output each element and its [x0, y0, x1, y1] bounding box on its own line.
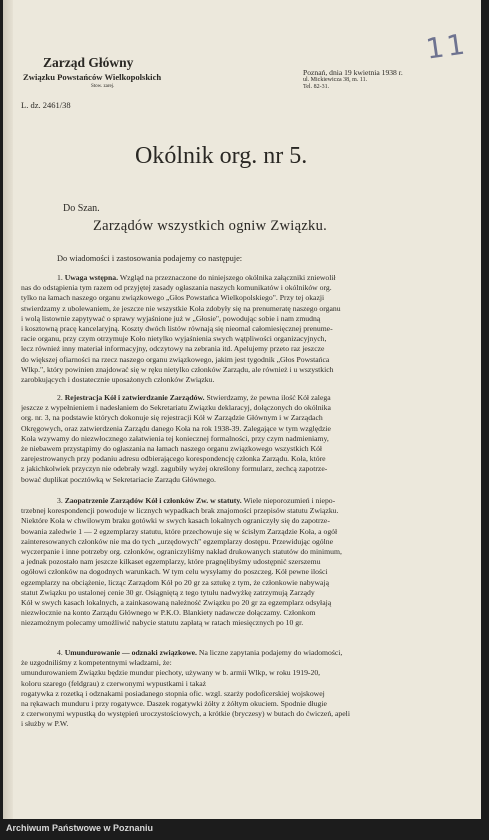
paragraph-line	[21, 424, 451, 434]
line-text: niezwłocznie na konto Zarządu Głównego w P.K.O. Blankiety nadawcze dołączamy. Członkom	[21, 608, 316, 618]
line-text: niezamożnym polecamy umożliwić nabycie statutu zapłatą w ratach miesięcznych po 10 gr.	[21, 618, 304, 628]
line-text: bowania zaledwie 1 — 2 egzemplarzy statutu, które przechowuje się w ścisłym Zarządzie Koła, a ogół	[21, 526, 338, 536]
line-text: Wzgląd na przeznaczone do niniejszego okólnika załączniki zniewolił	[118, 273, 336, 282]
archive-credit: Archiwum Państwowe w Poznaniu	[6, 823, 154, 833]
line-text: że niebawem przystąpimy do ogłaszania na łamach naszego organu związkowego wszystkich Kół	[21, 444, 323, 454]
recipient-line-1: Do Szan.	[63, 203, 100, 214]
section-2	[21, 393, 451, 485]
line-text: bować duplikat pocztówką w Sekretariacie Zarządu Głównego.	[21, 474, 216, 484]
paragraph-line	[21, 283, 451, 293]
section-number: 3.	[57, 496, 65, 505]
paragraph-line	[21, 293, 451, 303]
paragraph-line	[21, 403, 451, 413]
line-text: i wolą listownie zapytywać o sprawy wyjaśnione już w „Głosie", powodując sobie i nam zmudną	[21, 313, 321, 323]
organization-registration: Stow. zarej.	[91, 84, 115, 89]
line-text: nas do odstąpienia tym razem od przyjętej zasady ogłaszania naszych komunikatów i okólników org.	[21, 283, 332, 293]
paragraph-line	[21, 506, 451, 516]
archive-footer	[0, 819, 489, 840]
paragraph-line	[21, 709, 451, 719]
page-edge	[3, 0, 13, 819]
line-text: z czerwonymi wypustką do występień uroczystościowych, a krótkie (bryczesy) w butach do ćwiczeń, apeli	[21, 709, 350, 719]
line-text: a jednak pozostało nam jeszcze kilkaset egzemplarzy, które pragnęlibyśmy udostępnić szerszemu	[21, 557, 321, 567]
line-text: umundurowaniem Związku będzie mundur piechoty, używany w b. armii Wlkp, w roku 1919-20,	[21, 668, 321, 678]
paragraph-line	[21, 537, 451, 547]
line-text: i kosztowną pracę kancelaryjną. Koszty dwóch listów równają się nieomal całomiesięcznej prenume-	[21, 324, 333, 334]
paragraph-line	[21, 608, 451, 618]
paragraph-line	[21, 679, 451, 689]
paragraph-line	[21, 324, 451, 334]
paragraph-line	[21, 273, 451, 283]
line-text: lecz również inny materiał informacyjny, odczytowy na zebrania itd. Apelujemy przeto raz jeszcze	[21, 344, 325, 354]
paragraph-line	[21, 454, 451, 464]
paragraph-line	[21, 413, 451, 423]
paragraph-line	[21, 648, 451, 658]
line-text: egzemplarzy na obciążenie, licząc Zarządom Kół po 20 gr za sztukę z tym, że członkowie nabywają	[21, 577, 329, 587]
line-text: trzebnej korespondencji powoduje w licznych wypadkach brak znajomości przepisów statutu Związku.	[21, 506, 339, 516]
line-text: z jakichkolwiek przyczyn nie odebrały wzgl. zagubiły wyżej określony formularz, zechcą zapotrze-	[21, 464, 328, 474]
line-text: zarejestrowanych przy podaniu adresu odbierającego korespondencję członka Zarządu. Koła, które	[21, 454, 326, 464]
line-text: stwierdzamy z ubolewaniem, że jeszcze nie wszystkie Koła zdobyły się na prenumeratę naszego organu	[21, 303, 341, 313]
line-text: zainteresowanych członków nie ma do tych „urzędowych" egzemplarzy dostępu. Przewidując ogólne	[21, 536, 334, 546]
paragraph-line	[21, 557, 451, 567]
line-text: rogatywka z rozetką i odznakami posiadanego stopnia ofic. wzgl. szarży podoficerskiej wojskowej	[21, 688, 325, 698]
line-text: Wiele nieporozumień i niepo-	[241, 496, 336, 505]
paragraph-line	[21, 496, 451, 506]
section-number: 1.	[57, 273, 65, 282]
paragraph-line	[21, 434, 451, 444]
reference-number: L. dz. 2461/38	[21, 100, 71, 110]
organization-subtitle: Związku Powstańców Wielkopolskich	[23, 72, 162, 82]
section-1	[21, 273, 451, 385]
paragraph-line	[21, 618, 451, 628]
place-date: Poznań, dnia 19 kwietnia 1938 r.	[303, 68, 403, 77]
line-text: koloru szarego (feldgrau) z czerwonymi wypustkami i takaż	[21, 678, 207, 688]
paragraph-line	[21, 344, 451, 354]
line-text: org. nr. 3, na podstawie których dokonuje się rejestracji Kół w Zarządzie Głównym i w Zarządach	[21, 413, 323, 423]
paragraph-line	[21, 314, 451, 324]
line-text: i służby w P.W.	[21, 719, 69, 729]
line-text: do większej ofiarności na rzecz naszego organu związkowego, jakim jest tygodnik „Głos Powstańca	[21, 354, 330, 364]
paragraph-line	[21, 464, 451, 474]
paragraph-line	[21, 444, 451, 454]
line-text: zarobkujących i dostatecznie uposażonych członków Związku.	[21, 375, 215, 385]
line-text: ogółowi członków na dogodnych warunkach. W tym celu wysyłamy do poszczeg. Kół pewne ilości	[21, 567, 328, 577]
paragraph-line	[21, 334, 451, 344]
document-title: Okólnik org. nr 5.	[135, 143, 308, 169]
paragraph-line	[21, 598, 451, 608]
intro-text: Do wiadomości i zastosowania podajemy co następuje:	[57, 254, 243, 263]
section-heading: Uwaga wstępna.	[64, 273, 119, 282]
line-text: Na liczne zapytania podajemy do wiadomości,	[196, 648, 343, 657]
line-text: statut Związku po ustalonej cenie 30 gr. Osiągniętą z tego tytułu nadwyżkę zatrzymują Zarządy	[21, 587, 315, 597]
paragraph-line	[21, 527, 451, 537]
paragraph-line	[21, 658, 451, 668]
line-text: Kół w swych kasach lokalnych, a zainkasowaną należność Związku po 20 gr za egzemplarz odsyłają	[21, 598, 332, 608]
line-text: że uzgodniliśmy z kompetentnymi władzami, że:	[21, 658, 172, 668]
line-text: Okręgowych, oraz zatwierdzenia Zarządu danego Koła na rok 1938-39. Zalegające w tym względzie	[21, 423, 331, 433]
paragraph-line	[21, 588, 451, 598]
document-page	[3, 0, 481, 819]
line-text: racie organu, przy czym otrzymuje Koło nietylko wyjaśnienia swych wątpliwości organizacyjnych,	[21, 334, 327, 344]
section-number: 2.	[57, 393, 65, 402]
phone-line: Tel. 82-31.	[303, 84, 330, 90]
line-text: Wlkp.", który powinien znajdować się w ręku nietylko członków Zarządu, ale również i u wszystkich	[21, 364, 334, 374]
paragraph-line	[21, 578, 451, 588]
paragraph-line	[21, 668, 451, 678]
section-3	[21, 496, 451, 629]
paragraph-line	[21, 304, 451, 314]
line-text: jeszcze z wypełnieniem i nadesłaniem do Sekretariatu Związku deklaracyj, dołączonych do okólnika	[21, 403, 331, 413]
section-heading: Zaopatrzenie Zarządów Kół i członków Zw. w statuty.	[64, 496, 242, 505]
recipient-line-2: Zarządów wszystkich ogniw Związku.	[93, 218, 328, 234]
paragraph-line	[21, 689, 451, 699]
paragraph-line	[21, 567, 451, 577]
paragraph-line	[21, 375, 451, 385]
line-text: wyczerpanie i inne potrzeby org. członków, ograniczyliśmy nakład drukowanych statutów do minimum,	[21, 547, 342, 557]
line-text: tylko na łamach naszego organu związkowego „Głos Powstańca Wielkopolskiego". Przy tej okazji	[21, 293, 325, 303]
paragraph-line	[21, 475, 451, 485]
handwritten-page-number: 11	[423, 27, 470, 66]
paragraph-line	[21, 355, 451, 365]
section-heading: Umundurowanie — odznaki związkowe.	[64, 648, 197, 657]
section-heading: Rejestracja Kół i zatwierdzanie Zarządów.	[64, 393, 205, 402]
line-text: Stwierdzamy, że pewna ilość Kół zalega	[204, 393, 331, 402]
address-block	[303, 77, 367, 91]
line-text: Koła wzywamy do niezwłocznego załatwienia tej koniecznej formalności, przy czym nadmieniamy,	[21, 433, 329, 443]
paragraph-line	[21, 719, 451, 729]
line-text: na rękawach munduru i przy rogatywce. Daszek rogatywki żółty z żółtym okuciem. Spodnie długie	[21, 699, 327, 709]
address-line: ul. Mickiewicza 38, m. 11.	[303, 77, 368, 83]
paragraph-line	[21, 365, 451, 375]
paragraph-line	[21, 393, 451, 403]
paragraph-line	[21, 547, 451, 557]
paragraph-line	[21, 699, 451, 709]
section-4	[21, 648, 451, 730]
section-number: 4.	[57, 648, 65, 657]
paragraph-line	[21, 516, 451, 526]
organization-name: Zarząd Główny	[43, 55, 134, 70]
line-text: Niektóre Koła w chwilowym braku gotówki w swych kasach lokalnych ograniczyły się do zapotrze-	[21, 516, 330, 526]
